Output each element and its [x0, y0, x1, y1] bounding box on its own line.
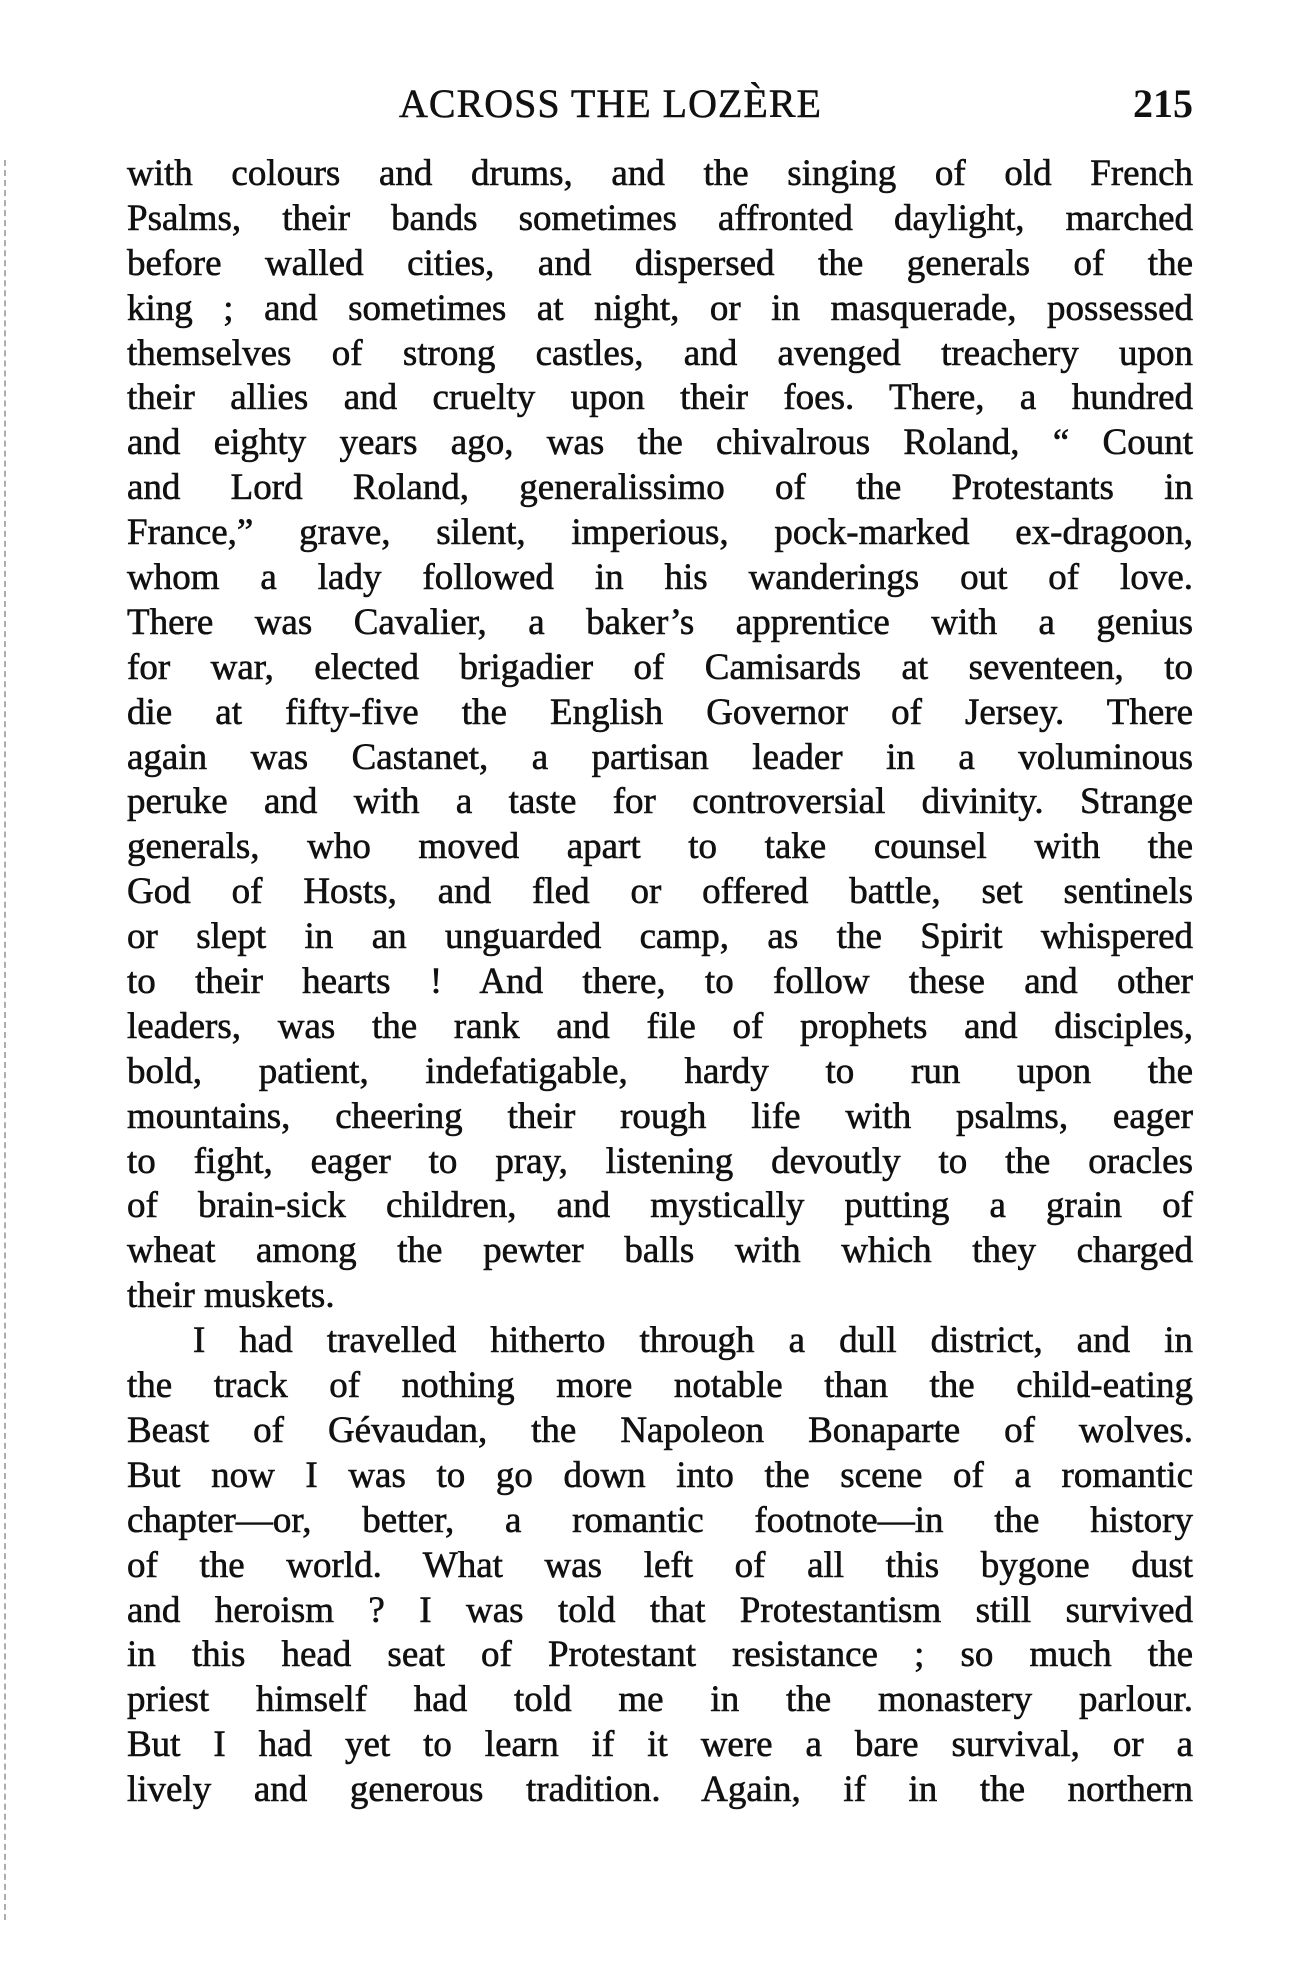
text-line: mountains, cheering their rough life with psalms, eager [127, 1095, 1193, 1137]
text-line: Beast of Gévaudan, the Napoleon Bonaparte of wolves. [127, 1409, 1193, 1451]
text-line: chapter—or, better, a romantic footnote—in the history [127, 1499, 1193, 1541]
text-line: God of Hosts, and fled or offered battle, set sentinels [127, 871, 1193, 913]
text-line: and eighty years ago, was the chivalrous Roland, “ Count [127, 422, 1193, 464]
text-line: of the world. What was left of all this bygone dust [127, 1544, 1193, 1586]
text-line: with colours and drums, and the singing of old French [127, 153, 1193, 194]
scan-edge [4, 160, 6, 1920]
text-line: priest himself had told me in the monastery parlour. [127, 1679, 1193, 1721]
text-line: to fight, eager to pray, listening devoutly to the oracles [127, 1140, 1193, 1182]
text-line: There was Cavalier, a baker’s apprentice with a genius [127, 601, 1193, 643]
page-number: 215 [1133, 81, 1193, 126]
body-text [127, 152, 1193, 1813]
paragraph [127, 1319, 1193, 1813]
text-line: But I had yet to learn if it were a bare survival, or a [127, 1724, 1193, 1766]
text-line: bold, patient, indefatigable, hardy to run upon the [127, 1050, 1193, 1092]
paragraph [127, 152, 1193, 1319]
text-line: and heroism ? I was told that Protestantism still survived [127, 1589, 1193, 1631]
text-line: peruke and with a taste for controversial divinity. Strange [127, 781, 1193, 823]
text-line: generals, who moved apart to take counsel with the [127, 826, 1193, 868]
text-line: wheat among the pewter balls with which they charged [127, 1230, 1193, 1272]
text-line: Psalms, their bands sometimes affronted daylight, marched [127, 197, 1193, 239]
text-line: before walled cities, and dispersed the generals of the [127, 242, 1193, 284]
text-line: their allies and cruelty upon their foes. There, a hundred [127, 377, 1193, 419]
text-line: their muskets. [127, 1275, 335, 1317]
text-line: leaders, was the rank and file of prophets and disciples, [127, 1005, 1193, 1047]
text-line: or slept in an unguarded camp, as the Spirit whispered [127, 916, 1193, 958]
text-line: themselves of strong castles, and avenged treachery upon [127, 332, 1193, 374]
text-line: in this head seat of Protestant resistance ; so much the [127, 1634, 1193, 1676]
text-line: king ; and sometimes at night, or in masquerade, possessed [127, 287, 1193, 329]
text-line: lively and generous tradition. Again, if in the northern [127, 1769, 1193, 1811]
running-title: ACROSS THE LOZÈRE [399, 81, 822, 126]
running-header [127, 80, 1193, 130]
text-line: the track of nothing more notable than the child-eating [127, 1365, 1193, 1407]
text-line: again was Castanet, a partisan leader in a voluminous [127, 736, 1193, 778]
text-line: to their hearts ! And there, to follow these and other [127, 961, 1193, 1003]
text-line: die at fifty-five the English Governor of Jersey. There [127, 691, 1193, 733]
text-line: whom a lady followed in his wanderings out of love. [127, 557, 1193, 599]
text-line: But now I was to go down into the scene of a romantic [127, 1454, 1193, 1496]
text-line: for war, elected brigadier of Camisards at seventeen, to [127, 646, 1193, 688]
text-line: France,” grave, silent, imperious, pock-marked ex-dragoon, [127, 512, 1193, 554]
text-line: and Lord Roland, generalissimo of the Protestants in [127, 467, 1193, 509]
text-line: of brain-sick children, and mystically putting a grain of [127, 1185, 1193, 1227]
text-line: I had travelled hitherto through a dull district, and in [193, 1320, 1193, 1362]
